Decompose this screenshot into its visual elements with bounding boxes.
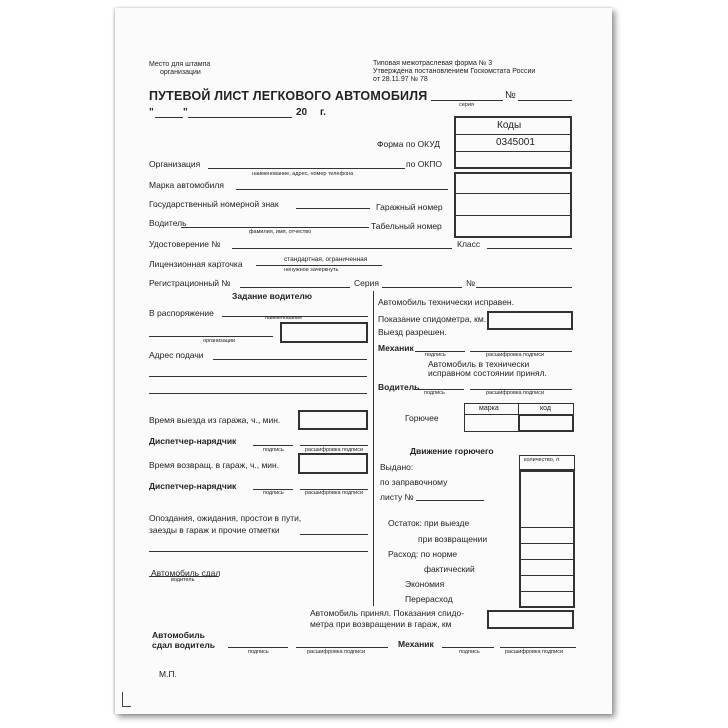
tab-number-label: Табельный номер — [371, 221, 442, 231]
title-number-line[interactable] — [518, 100, 572, 101]
issued-label: Выдано: — [380, 462, 414, 472]
odometer-return-box[interactable] — [487, 610, 574, 629]
title-number-sign: № — [505, 90, 516, 101]
fuel-row-5 — [519, 591, 575, 592]
dispatcher-decode-caption-1: расшифровка подписи — [305, 447, 364, 453]
series-caption: серия — [459, 102, 474, 108]
exit-allowed-label: Выезд разрешен. — [378, 327, 447, 337]
organization-label: Организация — [149, 159, 201, 169]
address-label: Адрес подачи — [149, 350, 204, 360]
dispatcher-label-1: Диспетчер-нарядчик — [149, 436, 237, 446]
mechanic-label: Механик — [378, 343, 414, 353]
remain-label: Остаток: при выезде — [388, 518, 470, 528]
class-label: Класс — [457, 239, 481, 249]
fuel-label: Горючее — [405, 413, 439, 423]
footer-car-handed-1: Автомобиль — [152, 630, 205, 640]
organization-caption: наименование, адрес, номер телефона — [252, 171, 354, 177]
footer-mechanic-decode-caption: расшифровка подписи — [505, 649, 564, 655]
okud-label: Форма по ОКУД — [377, 139, 440, 149]
delays-line-2[interactable] — [149, 551, 368, 552]
year-prefix: 20 — [296, 107, 308, 118]
departure-time-box[interactable] — [298, 410, 368, 430]
date-day-line[interactable] — [155, 117, 183, 118]
page-title: ПУТЕВОЙ ЛИСТ ЛЕГКОВОГО АВТОМОБИЛЯ — [149, 89, 428, 103]
return-time-label: Время возвращ. в гараж, ч., мин. — [149, 460, 280, 470]
codes-lower-box — [454, 172, 572, 238]
disposal-code-box[interactable] — [280, 322, 368, 343]
accepted-label-1: Автомобиль в технически — [428, 359, 530, 369]
state-number-line[interactable] — [296, 208, 370, 209]
number-line[interactable] — [476, 287, 572, 288]
fuel-row-3 — [519, 559, 575, 560]
tech-ok-label: Автомобиль технически исправен. — [378, 297, 514, 307]
form-type-line-3: от 28.11.97 № 78 — [373, 76, 428, 83]
codes-lower-divider-1 — [454, 193, 572, 194]
car-brand-label: Марка автомобиля — [149, 180, 224, 190]
fuel-row-4 — [519, 575, 575, 576]
license-card-line[interactable] — [256, 265, 382, 266]
driver-decode-caption: расшифровка подписи — [486, 390, 545, 396]
column-divider — [373, 291, 374, 606]
form-type-line-1: Типовая межотраслевая форма № 3 — [373, 60, 493, 67]
driver-sign-label: Водитель — [378, 382, 420, 392]
date-month-line[interactable] — [188, 117, 292, 118]
footer-sign-caption: подпись — [248, 649, 269, 655]
disposal-label: В распоряжение — [149, 308, 214, 318]
return-time-box[interactable] — [298, 453, 368, 474]
series-line-2[interactable] — [382, 287, 462, 288]
license-card-caption: стандартная, ограниченная — [284, 256, 368, 263]
series-line[interactable] — [431, 100, 503, 101]
state-number-label: Государственный номерной знак — [149, 199, 279, 209]
fuel-quantity-column — [519, 470, 575, 608]
date-quote-open: " — [149, 107, 154, 118]
disposal-org-caption: организации — [203, 338, 236, 344]
dispatcher-sign-caption-1: подпись — [263, 447, 284, 453]
address-line-1[interactable] — [213, 359, 367, 360]
car-accepted-label-2: метра при возвращении в гараж, км — [310, 619, 452, 629]
license-card-note: ненужное зачеркнуть — [284, 267, 339, 273]
series-label: Серия — [354, 278, 379, 288]
footer-mechanic-label: Механик — [398, 639, 434, 649]
codes-divider-1 — [454, 134, 572, 135]
car-brand-line[interactable] — [236, 189, 448, 190]
okpo-label: по ОКПО — [406, 159, 442, 169]
footer-decode-caption: расшифровка подписи — [307, 649, 366, 655]
fuel-brand-caption: марка — [479, 405, 499, 412]
delays-label-1: Опоздания, ожидания, простои в пути, — [149, 513, 302, 523]
reg-number-label: Регистрационный № — [149, 278, 231, 288]
economy-label: Экономия — [405, 579, 445, 589]
task-title: Задание водителю — [232, 291, 312, 301]
license-label: Удостоверение № — [149, 239, 221, 249]
car-handed-caption: водитель — [171, 577, 195, 583]
footer-car-handed-2: сдал водитель — [152, 640, 215, 650]
dispatcher-sign-line-1[interactable] — [253, 445, 293, 446]
fuel-movement-title: Движение горючего — [410, 446, 494, 456]
fuel-code-caption: код — [540, 405, 551, 412]
fuel-row-1 — [519, 527, 575, 528]
speedometer-label: Показание спидометра, км. — [378, 314, 487, 324]
quantity-caption: количество, л — [524, 457, 560, 463]
reg-number-line[interactable] — [240, 287, 350, 288]
disposal-name-caption: наименование — [265, 315, 303, 321]
consumption-label: Расход: по норме — [388, 549, 458, 559]
okud-value: 0345001 — [496, 137, 535, 148]
fuel-code-box[interactable] — [518, 414, 574, 432]
footer-mechanic-decode-line[interactable] — [500, 647, 576, 648]
fuel-row-2 — [519, 543, 575, 544]
voucher-line[interactable] — [416, 500, 484, 501]
voucher-label-1: по заправочному — [380, 477, 448, 487]
stamp-mark: М.П. — [159, 669, 177, 679]
voucher-label-2: листу № — [380, 492, 414, 502]
dispatcher-sign-caption-2: подпись — [263, 490, 284, 496]
car-handed-label: Автомобиль сдал — [151, 568, 221, 578]
organization-line[interactable] — [208, 168, 405, 169]
dispatcher-decode-line-1[interactable] — [300, 445, 368, 446]
garage-number-label: Гаражный номер — [376, 202, 443, 212]
departure-time-label: Время выезда из гаража, ч., мин. — [149, 415, 281, 425]
address-line-3[interactable] — [149, 393, 367, 394]
delays-label-2: заезды в гараж и прочие отметки — [149, 525, 280, 535]
form-type-line-2: Утверждена постановлением Госкомстата России — [373, 68, 536, 75]
codes-lower-divider-2 — [454, 215, 572, 216]
driver-sign-caption: подпись — [424, 390, 445, 396]
footer-decode-line[interactable] — [296, 647, 388, 648]
footer-mechanic-sign-line[interactable] — [442, 647, 494, 648]
class-line[interactable] — [487, 248, 572, 249]
actual-label: фактический — [424, 564, 475, 574]
year-suffix: г. — [320, 107, 326, 118]
car-accepted-label-1: Автомобиль принял. Показания спидо- — [310, 608, 465, 618]
date-quote-close: " — [183, 107, 188, 118]
license-line[interactable] — [232, 248, 452, 249]
address-line-2[interactable] — [149, 376, 367, 377]
delays-line-1[interactable] — [300, 534, 368, 535]
license-card-label: Лицензионная карточка — [149, 259, 243, 269]
dispatcher-label-2: Диспетчер-нарядчик — [149, 481, 237, 491]
number-label: № — [466, 278, 476, 288]
codes-header: Коды — [497, 120, 522, 131]
dispatcher-decode-caption-2: расшифровка подписи — [305, 490, 364, 496]
sheet-corner-mark — [122, 692, 131, 707]
mechanic-decode-caption: расшифровка подписи — [486, 352, 545, 358]
footer-sign-line[interactable] — [228, 647, 288, 648]
overrun-label: Перерасход — [405, 594, 453, 604]
footer-mechanic-sign-caption: подпись — [459, 649, 480, 655]
stamp-place-label-2: организации — [160, 69, 201, 76]
mechanic-sign-caption: подпись — [425, 352, 446, 358]
driver-caption: фамилия, имя, отчество — [249, 229, 312, 235]
on-return-label: при возвращении — [418, 534, 488, 544]
stamp-place-label: Место для штампа — [149, 61, 211, 68]
accepted-label-2: исправном состоянии принял. — [428, 368, 547, 378]
codes-divider-2 — [454, 151, 572, 152]
disposal-line-2[interactable] — [149, 336, 273, 337]
speedometer-box[interactable] — [487, 311, 573, 330]
driver-label: Водитель — [149, 218, 187, 228]
driver-line[interactable] — [181, 227, 369, 228]
